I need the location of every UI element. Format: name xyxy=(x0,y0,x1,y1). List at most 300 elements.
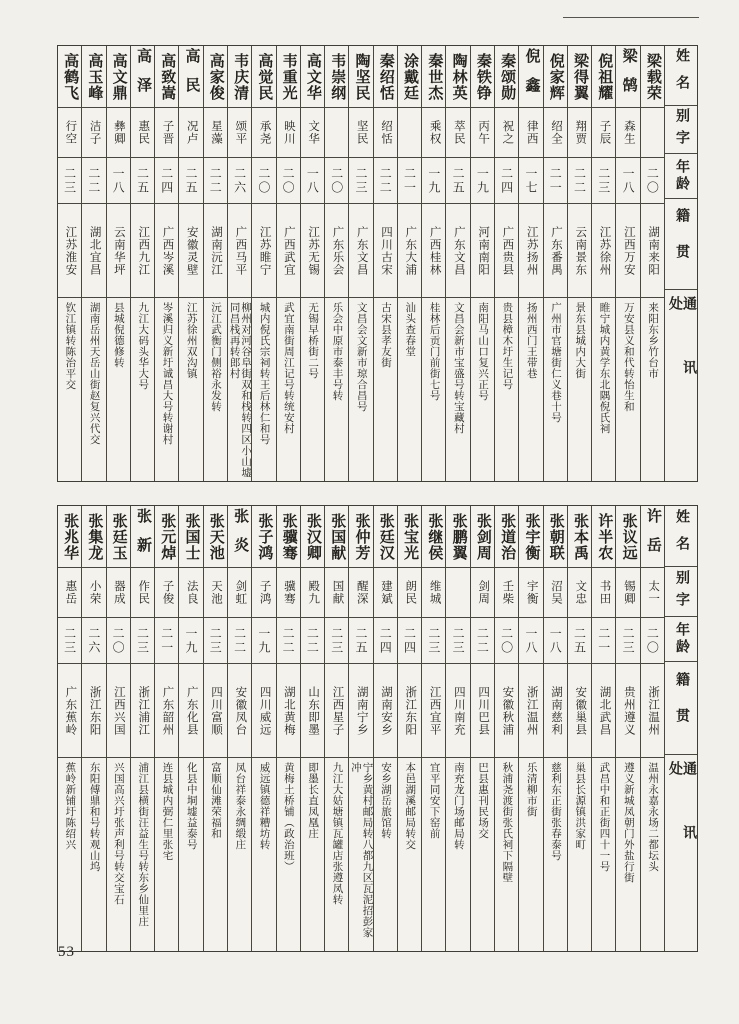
native-place-cell xyxy=(301,203,324,297)
name-cell xyxy=(107,506,130,567)
address-cell-text: 黄梅土桥铺（政治班） xyxy=(282,762,294,872)
address-cell-text: 县城倪德修转 xyxy=(112,302,124,368)
address-cell-text: 武昌中和正街四十一号 xyxy=(598,762,610,872)
age-cell-text: 一九 xyxy=(426,166,441,195)
age-cell xyxy=(228,617,251,663)
address-cell xyxy=(446,757,469,951)
native-place-cell-text: 安徽灵壁 xyxy=(185,225,198,276)
native-place-cell-text: 安徽秋浦 xyxy=(501,685,514,736)
address-cell xyxy=(495,757,518,951)
courtesy-name-cell xyxy=(204,107,227,157)
header-courtesy-name xyxy=(665,105,697,153)
native-place-cell-text: 江西兴国 xyxy=(112,685,125,736)
age-cell xyxy=(58,617,81,663)
address-cell-text: 文昌会文新市琼合昌号 xyxy=(355,302,367,412)
age-cell xyxy=(107,157,130,203)
name-cell xyxy=(325,46,348,107)
courtesy-name-cell-text: 建斌 xyxy=(380,580,393,605)
courtesy-name-cell xyxy=(471,567,494,617)
age-cell-text: 二二 xyxy=(232,626,247,655)
courtesy-name-cell-text: 醒深 xyxy=(355,580,368,605)
person-column xyxy=(81,506,105,951)
name-cell-text: 高文华 xyxy=(304,52,321,101)
address-cell xyxy=(107,297,130,481)
age-cell-text: 二〇 xyxy=(499,626,514,655)
age-cell xyxy=(495,617,518,663)
courtesy-name-cell-text: 小荣 xyxy=(88,580,101,605)
age-cell xyxy=(82,617,105,663)
address-cell-text: 南阳马山口复兴正号 xyxy=(477,302,489,401)
address-cell-text: 沅江武衡门侧裕永发转 xyxy=(210,302,222,412)
address-cell xyxy=(58,757,81,951)
name-cell xyxy=(131,46,154,107)
courtesy-name-cell-text: 宇衡 xyxy=(525,580,538,605)
age-cell-text: 二六 xyxy=(232,166,247,195)
name-cell-text: 倪祖耀 xyxy=(596,52,613,101)
age-cell xyxy=(544,157,567,203)
name-cell xyxy=(446,46,469,107)
name-cell-text: 张道治 xyxy=(499,512,516,561)
age-cell xyxy=(446,617,469,663)
age-cell-text: 二五 xyxy=(572,626,587,655)
header-address-label: 通讯处 xyxy=(667,295,696,424)
name-cell-text: 高玉峰 xyxy=(86,52,103,101)
native-place-cell-text: 湖南安乡 xyxy=(380,685,393,736)
age-cell-text: 二三 xyxy=(62,166,77,195)
address-cell-text: 城内倪氏宗祠转王后林仁和号 xyxy=(258,302,270,445)
courtesy-name-cell-text: 祝之 xyxy=(501,120,514,145)
person-column xyxy=(227,506,251,951)
age-cell-text: 一八 xyxy=(621,166,636,195)
native-place-cell-text: 湖南宁乡 xyxy=(355,685,368,736)
native-place-cell xyxy=(398,663,421,757)
address-cell-text: 文昌会新市宝盛号转宝藏村 xyxy=(452,302,464,434)
native-place-cell xyxy=(446,203,469,297)
courtesy-name-cell-text: 锡卿 xyxy=(622,580,635,605)
age-cell xyxy=(471,157,494,203)
person-column xyxy=(470,506,494,951)
name-cell xyxy=(228,46,251,107)
age-cell-text: 一九 xyxy=(256,626,271,655)
native-place-cell-text: 浙江东阳 xyxy=(88,685,101,736)
courtesy-name-cell xyxy=(544,567,567,617)
courtesy-name-cell-text: 森生 xyxy=(622,120,635,145)
name-cell xyxy=(568,46,591,107)
native-place-cell-text: 江西宜平 xyxy=(428,685,441,736)
native-place-cell-text: 湖北黄梅 xyxy=(282,685,295,736)
address-cell-text: 巴县惠刊民场交 xyxy=(477,762,489,839)
name-cell xyxy=(544,46,567,107)
courtesy-name-cell xyxy=(325,567,348,617)
native-place-cell xyxy=(519,203,542,297)
age-cell-text: 二三 xyxy=(135,626,150,655)
courtesy-name-cell xyxy=(82,107,105,157)
header-native-place-label: 籍贯 xyxy=(674,207,689,280)
courtesy-name-cell-text: 映川 xyxy=(282,120,295,145)
native-place-cell-text: 湖南慈利 xyxy=(549,685,562,736)
age-cell-text: 二二 xyxy=(475,626,490,655)
address-cell-text: 威远镇德祥糟坊转 xyxy=(258,762,270,850)
address-cell xyxy=(325,297,348,481)
person-column xyxy=(324,506,348,951)
address-cell xyxy=(374,297,397,481)
address-cell-text: 蕉岭新铺圩陈绍兴 xyxy=(64,762,76,850)
age-cell xyxy=(398,617,421,663)
person-column xyxy=(251,506,275,951)
courtesy-name-cell-text: 天池 xyxy=(210,580,223,605)
name-cell-text: 涂戴廷 xyxy=(402,52,419,101)
age-cell xyxy=(179,157,202,203)
native-place-cell xyxy=(204,203,227,297)
native-place-cell xyxy=(592,663,615,757)
name-cell-text: 倪家辉 xyxy=(547,52,564,101)
header-name-label: 姓名 xyxy=(674,48,689,103)
address-cell-text: 巢县长源镇洪家町 xyxy=(574,762,586,850)
native-place-cell xyxy=(374,663,397,757)
person-column xyxy=(348,506,372,951)
native-place-cell xyxy=(446,663,469,757)
name-cell-text: 张议远 xyxy=(620,512,637,561)
person-column xyxy=(373,506,397,951)
courtesy-name-cell-text: 丙午 xyxy=(477,120,490,145)
native-place-cell xyxy=(641,663,664,757)
courtesy-name-cell xyxy=(131,567,154,617)
address-cell xyxy=(398,757,421,951)
native-place-cell xyxy=(228,663,251,757)
age-cell-text: 一八 xyxy=(523,626,538,655)
address-cell xyxy=(592,757,615,951)
name-cell xyxy=(398,506,421,567)
courtesy-name-cell xyxy=(349,107,372,157)
courtesy-name-cell xyxy=(107,107,130,157)
native-place-cell-text: 河南南阳 xyxy=(477,225,490,276)
age-cell-text: 一九 xyxy=(184,626,199,655)
native-place-cell xyxy=(325,203,348,297)
name-cell-text: 张集龙 xyxy=(86,512,103,561)
address-cell-text: 景东县城内大街 xyxy=(574,302,586,379)
name-cell xyxy=(374,506,397,567)
name-cell xyxy=(252,46,275,107)
name-cell-text: 张子鸿 xyxy=(256,512,273,561)
name-cell xyxy=(495,46,518,107)
person-column xyxy=(567,46,591,481)
person-column xyxy=(106,506,130,951)
native-place-cell xyxy=(107,663,130,757)
address-cell xyxy=(277,297,300,481)
person-column xyxy=(640,506,664,951)
age-cell xyxy=(82,157,105,203)
native-place-cell xyxy=(58,663,81,757)
age-cell xyxy=(204,617,227,663)
age-cell xyxy=(107,617,130,663)
name-cell-text: 张汉卿 xyxy=(304,512,321,561)
address-cell xyxy=(301,297,324,481)
person-column xyxy=(58,506,81,951)
person-column xyxy=(470,46,494,481)
name-cell xyxy=(471,506,494,567)
courtesy-name-cell-text: 翔贾 xyxy=(574,120,587,145)
age-cell xyxy=(228,157,251,203)
courtesy-name-cell xyxy=(446,567,469,617)
header-native-place-label: 籍贯 xyxy=(674,672,689,745)
address-cell xyxy=(179,297,202,481)
address-cell xyxy=(641,297,664,481)
name-cell xyxy=(641,506,664,567)
name-cell xyxy=(641,46,664,107)
courtesy-name-cell xyxy=(301,567,324,617)
native-place-cell xyxy=(495,203,518,297)
age-cell xyxy=(398,157,421,203)
native-place-cell-text: 江西星子 xyxy=(331,685,344,736)
age-cell-text: 二一 xyxy=(548,166,563,195)
native-place-cell xyxy=(301,663,324,757)
address-cell-text: 广州市官塘街仁义巷十号 xyxy=(549,302,561,423)
native-place-cell xyxy=(252,663,275,757)
native-place-cell-text: 湖北武昌 xyxy=(598,685,611,736)
courtesy-name-cell xyxy=(495,567,518,617)
courtesy-name-cell-text: 绍全 xyxy=(549,120,562,145)
courtesy-name-cell xyxy=(641,107,664,157)
courtesy-name-cell-text: 洁子 xyxy=(88,120,101,145)
courtesy-name-cell xyxy=(568,107,591,157)
person-column xyxy=(397,46,421,481)
age-cell-text: 一八 xyxy=(548,626,563,655)
courtesy-name-cell xyxy=(592,567,615,617)
name-cell-text: 高泽 xyxy=(134,47,151,106)
name-cell-text: 韦重光 xyxy=(280,52,297,101)
address-cell xyxy=(471,297,494,481)
age-cell-text: 二四 xyxy=(402,626,417,655)
age-cell xyxy=(641,617,664,663)
person-column xyxy=(373,46,397,481)
page-number: 53 xyxy=(58,944,75,960)
native-place-cell-text: 湖南沅江 xyxy=(210,225,223,276)
native-place-cell xyxy=(422,203,445,297)
age-cell-text: 一八 xyxy=(305,166,320,195)
name-cell xyxy=(616,506,639,567)
age-cell-text: 二五 xyxy=(184,166,199,195)
address-cell-text: 来阳东乡竹台市 xyxy=(647,302,659,379)
courtesy-name-cell xyxy=(228,107,251,157)
name-cell-text: 张本禹 xyxy=(572,512,589,561)
native-place-cell-text: 广东乐会 xyxy=(331,225,344,276)
address-cell xyxy=(155,297,178,481)
name-cell xyxy=(374,46,397,107)
age-cell-text: 二一 xyxy=(596,626,611,655)
address-cell-text: 本邑湖溪邮局转交 xyxy=(404,762,416,850)
courtesy-name-cell xyxy=(252,107,275,157)
native-place-cell xyxy=(277,203,300,297)
native-place-cell-text: 广东文昌 xyxy=(355,225,368,276)
native-place-cell xyxy=(422,663,445,757)
native-place-cell xyxy=(495,663,518,757)
name-cell-text: 张朝联 xyxy=(547,512,564,561)
courtesy-name-cell-text: 行空 xyxy=(64,120,77,145)
courtesy-name-cell xyxy=(252,567,275,617)
age-cell xyxy=(277,157,300,203)
name-cell xyxy=(204,506,227,567)
age-cell xyxy=(325,617,348,663)
header-native-place xyxy=(665,198,697,289)
native-place-cell-text: 广东文昌 xyxy=(452,225,465,276)
address-cell xyxy=(422,757,445,951)
name-cell-text: 张廷汉 xyxy=(377,512,394,561)
name-cell xyxy=(204,46,227,107)
address-cell-text: 无锡早桥街二号 xyxy=(307,302,319,379)
courtesy-name-cell-text: 子鸿 xyxy=(258,580,271,605)
native-place-cell xyxy=(374,203,397,297)
courtesy-name-cell-text: 太一 xyxy=(647,580,660,605)
age-cell xyxy=(422,617,445,663)
age-cell xyxy=(277,617,300,663)
courtesy-name-cell-text: 文华 xyxy=(307,120,320,145)
name-cell-text: 张国士 xyxy=(183,512,200,561)
person-column xyxy=(81,46,105,481)
native-place-cell-text: 浙江温州 xyxy=(525,685,538,736)
name-cell xyxy=(58,46,81,107)
name-cell xyxy=(107,46,130,107)
age-cell xyxy=(519,617,542,663)
name-cell-text: 张廷玉 xyxy=(110,512,127,561)
name-cell-text: 张鹏翼 xyxy=(450,512,467,561)
native-place-cell xyxy=(131,203,154,297)
courtesy-name-cell-text: 彝卿 xyxy=(112,120,125,145)
age-cell xyxy=(544,617,567,663)
courtesy-name-cell xyxy=(179,107,202,157)
address-cell xyxy=(568,297,591,481)
native-place-cell xyxy=(398,203,421,297)
native-place-cell xyxy=(349,203,372,297)
address-cell-text: 秋浦尧渡街张氏祠下隔壁 xyxy=(501,762,513,883)
courtesy-name-cell-text: 子晋 xyxy=(161,120,174,145)
person-column xyxy=(276,46,300,481)
address-cell xyxy=(155,757,178,951)
courtesy-name-cell xyxy=(616,107,639,157)
name-cell xyxy=(471,46,494,107)
courtesy-name-cell xyxy=(519,107,542,157)
age-cell xyxy=(204,157,227,203)
address-cell xyxy=(82,757,105,951)
alumni-register-table-upper xyxy=(57,45,698,482)
native-place-cell xyxy=(179,663,202,757)
courtesy-name-cell xyxy=(641,567,664,617)
person-column xyxy=(591,506,615,951)
address-cell-text: 古宋县孝友街 xyxy=(380,302,392,368)
courtesy-name-cell xyxy=(277,567,300,617)
native-place-cell-text: 广东番禺 xyxy=(549,225,562,276)
courtesy-name-cell-text: 萃民 xyxy=(452,120,465,145)
age-cell-text: 一九 xyxy=(475,166,490,195)
age-cell-text: 二四 xyxy=(159,166,174,195)
person-column xyxy=(518,46,542,481)
age-cell-text: 二四 xyxy=(499,166,514,195)
address-cell xyxy=(228,297,251,481)
courtesy-name-cell-text: 惠岳 xyxy=(64,580,77,605)
native-place-cell-text: 山东即墨 xyxy=(307,685,320,736)
header-column xyxy=(664,506,697,951)
name-cell xyxy=(422,506,445,567)
age-cell xyxy=(616,157,639,203)
courtesy-name-cell xyxy=(277,107,300,157)
age-cell-text: 二〇 xyxy=(281,166,296,195)
name-cell xyxy=(592,46,615,107)
age-cell xyxy=(422,157,445,203)
person-column xyxy=(397,506,421,951)
name-cell-text: 倪鑫 xyxy=(523,47,540,106)
header-courtesy-name xyxy=(665,566,697,615)
native-place-cell-text: 江苏扬州 xyxy=(525,225,538,276)
age-cell xyxy=(641,157,664,203)
native-place-cell-text: 湖北宜昌 xyxy=(88,225,101,276)
native-place-cell-text: 云南景东 xyxy=(574,225,587,276)
name-cell xyxy=(422,46,445,107)
name-cell xyxy=(495,506,518,567)
native-place-cell xyxy=(131,663,154,757)
name-cell xyxy=(179,506,202,567)
courtesy-name-cell xyxy=(131,107,154,157)
native-place-cell-text: 四川古宋 xyxy=(380,225,393,276)
person-column xyxy=(494,46,518,481)
courtesy-name-cell-text: 书田 xyxy=(598,580,611,605)
age-cell xyxy=(568,157,591,203)
courtesy-name-cell xyxy=(325,107,348,157)
name-cell-text: 陶坚民 xyxy=(353,52,370,101)
native-place-cell-text: 广西马平 xyxy=(234,225,247,276)
age-cell xyxy=(349,157,372,203)
courtesy-name-cell-text: 承尧 xyxy=(258,120,271,145)
address-cell xyxy=(301,757,324,951)
name-cell-text: 许岳 xyxy=(644,507,661,566)
person-column xyxy=(421,46,445,481)
address-cell-text: 化县中垌墟益泰号 xyxy=(185,762,197,850)
name-cell xyxy=(519,46,542,107)
name-cell-text: 张兆华 xyxy=(62,512,79,561)
name-cell-text: 陶林英 xyxy=(450,52,467,101)
address-cell xyxy=(616,297,639,481)
native-place-cell-text: 广东化县 xyxy=(185,685,198,736)
address-cell-text: 兴国高兴圩张声利号转交宝石 xyxy=(112,762,124,905)
name-cell-text: 秦世杰 xyxy=(426,52,443,101)
courtesy-name-cell-text: 乘权 xyxy=(428,120,441,145)
native-place-cell-text: 四川巴县 xyxy=(477,685,490,736)
native-place-cell xyxy=(204,663,227,757)
courtesy-name-cell-text: 子俊 xyxy=(161,580,174,605)
age-cell xyxy=(446,157,469,203)
address-cell-text: 遵义新城凤朝门外盐行街 xyxy=(622,762,634,883)
courtesy-name-cell-text: 朗民 xyxy=(404,580,417,605)
age-cell-text: 二二 xyxy=(378,166,393,195)
header-courtesy-name-label: 别字 xyxy=(674,107,689,152)
name-cell xyxy=(519,506,542,567)
name-cell-text: 许半农 xyxy=(596,512,613,561)
age-cell-text: 二一 xyxy=(402,166,417,195)
age-cell xyxy=(495,157,518,203)
age-cell xyxy=(252,157,275,203)
courtesy-name-cell xyxy=(155,107,178,157)
address-cell xyxy=(519,757,542,951)
name-cell xyxy=(131,506,154,567)
age-cell-text: 二二 xyxy=(572,166,587,195)
courtesy-name-cell xyxy=(374,107,397,157)
person-column xyxy=(567,506,591,951)
age-cell xyxy=(155,617,178,663)
native-place-cell xyxy=(155,663,178,757)
address-cell-text: 睢宁城内黄学东北隅倪氏祠 xyxy=(598,302,610,434)
age-cell xyxy=(592,617,615,663)
age-cell-text: 二三 xyxy=(621,626,636,655)
name-cell xyxy=(325,506,348,567)
name-cell-text: 张国献 xyxy=(329,512,346,561)
